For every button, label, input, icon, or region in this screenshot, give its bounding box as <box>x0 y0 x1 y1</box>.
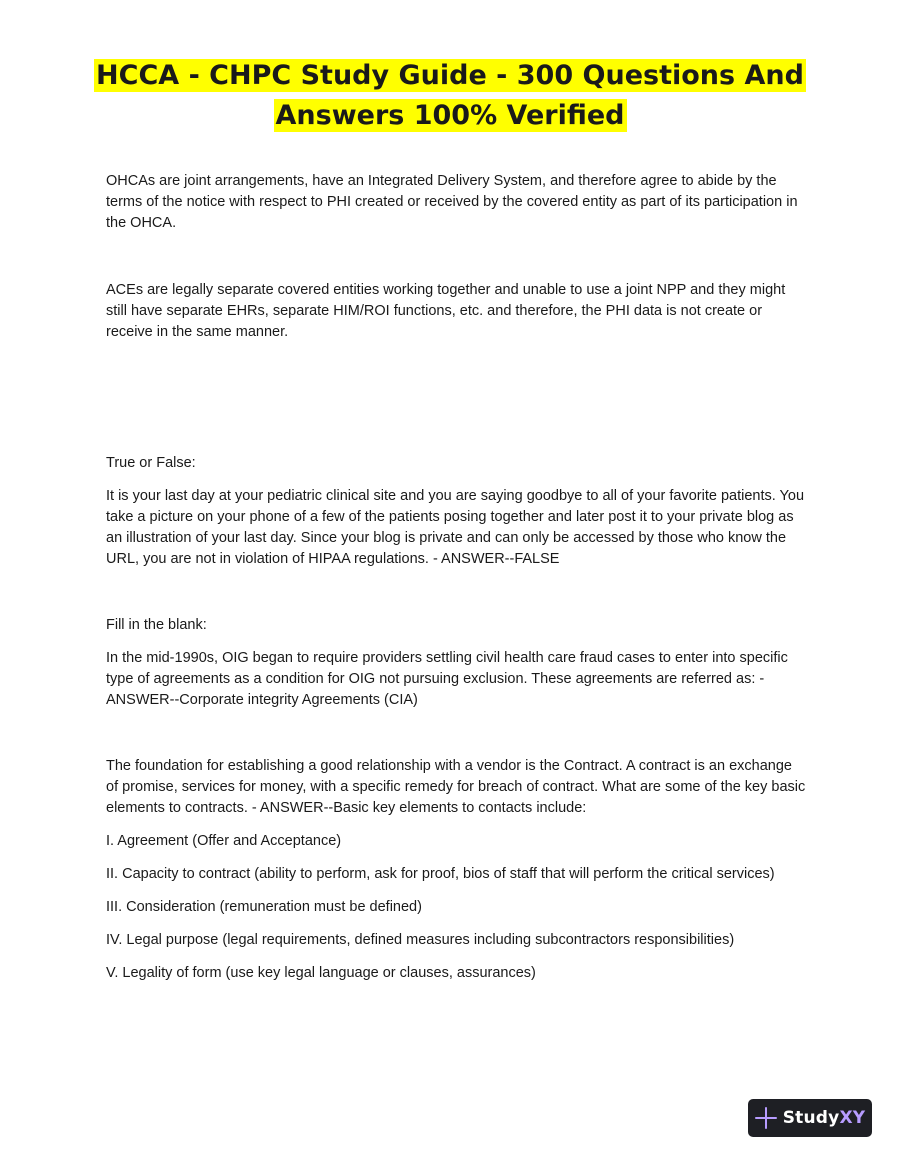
title-line-2: Answers 100% Verified <box>275 100 625 131</box>
studyxy-brand <box>783 1108 866 1128</box>
brand-main: Study <box>782 1108 840 1128</box>
paragraph-ace: ACEs are legally separate covered entities working together and unable to use a joint NPP and they might still have separate EHRs, separate HIM/ROI functions, etc. and therefore, the PHI data is not create or receive in the same manner. <box>106 282 786 340</box>
plus-icon <box>755 1107 777 1129</box>
list-item-legal-purpose: IV. Legal purpose (legal requirements, defined measures including subcontractors responsibilities) <box>106 932 735 948</box>
studyxy-logo-badge[interactable] <box>748 1099 872 1137</box>
list-item-capacity: II. Capacity to contract (ability to perform, ask for proof, bios of staff that will perform the critical services) <box>106 866 775 882</box>
question-label-fill-blank: Fill in the blank: <box>106 617 207 633</box>
title-line-1: HCCA - CHPC Study Guide - 300 Questions And <box>96 60 804 91</box>
question-oig-cia: In the mid-1990s, OIG began to require providers settling civil health care fraud cases to enter into specific type of agreements as a condition for OIG not pursuing exclusion. These agreements are referred as: - ANSWER--Corporate integrity Agreements (CIA) <box>106 650 788 708</box>
document-body <box>106 171 806 984</box>
list-item-legality-of-form: V. Legality of form (use key legal language or clauses, assurances) <box>106 965 536 981</box>
brand-accent: XY <box>839 1108 866 1128</box>
document-title <box>60 56 840 136</box>
list-item-agreement: I. Agreement (Offer and Acceptance) <box>106 833 342 849</box>
question-label-true-false: True or False: <box>106 455 196 471</box>
question-vendor-contract: The foundation for establishing a good relationship with a vendor is the Contract. A contract is an exchange of promise, services for money, with a specific remedy for breach of contract. What are some of the key basic elements to contracts. - ANSWER--Basic key elements to contacts include: <box>106 758 806 816</box>
paragraph-ohca: OHCAs are joint arrangements, have an Integrated Delivery System, and therefore agree to abide by the terms of the notice with respect to PHI created or received by the covered entity as part of its participation in the OHCA. <box>106 173 798 231</box>
list-item-consideration: III. Consideration (remuneration must be defined) <box>106 899 422 915</box>
question-hipaa-blog: It is your last day at your pediatric clinical site and you are saying goodbye to all of your favorite patients. You take a picture on your phone of a few of the patients posing together and later post it to your private blog as an illustration of your last day. Since your blog is private and can only be accessed by those who know the URL, you are not in violation of HIPAA regulations. - ANSWER--FALSE <box>106 488 805 567</box>
